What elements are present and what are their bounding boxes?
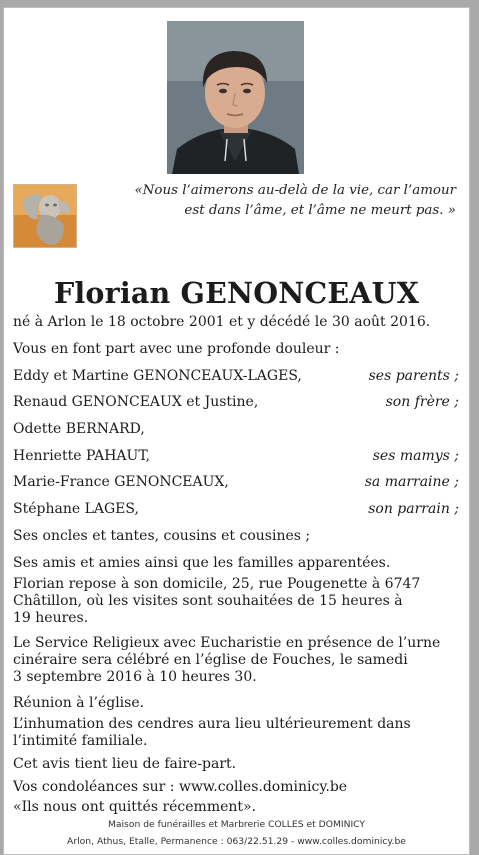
service-paragraph (13, 635, 459, 686)
notice-line: Cet avis tient lieu de faire-part. (13, 756, 237, 772)
recently-line: «Ils nous ont quittés récemment». (13, 799, 257, 815)
obituary-card (4, 8, 469, 854)
family-names: Renaud GENONCEAUX et Justine, (13, 394, 259, 410)
family-row (13, 446, 459, 466)
family-role: ses mamys ; (372, 448, 459, 464)
family-row (13, 366, 459, 386)
service-line: Le Service Religieux avec Eucharistie en présence de l’urne (13, 635, 441, 651)
family-role: son parrain ; (368, 501, 459, 517)
friends-line: Ses amis et amies ainsi que les familles apparentées. (13, 555, 391, 571)
inhumation-line: L’inhumation des cendres aura lieu ultérieurement dans (13, 716, 411, 732)
service-line: 3 septembre 2016 à 10 heures 30. (13, 669, 257, 685)
repose-line: Florian repose à son domicile, 25, rue Pougenette à 6747 (13, 576, 421, 592)
angel-illustration (14, 185, 76, 247)
family-row (13, 499, 459, 519)
inhumation-paragraph (13, 716, 459, 750)
memorial-quote (116, 181, 456, 221)
uncles-line: Ses oncles et tantes, cousins et cousines ; (13, 528, 311, 544)
angel-statue-image (13, 184, 77, 248)
condolences-line: Vos condoléances sur : www.colles.dominicy.be (13, 779, 348, 795)
inhumation-line: l’intimité familiale. (13, 733, 148, 749)
announcement-line: Vous en font part avec une profonde douleur : (13, 341, 340, 357)
family-row (13, 472, 459, 492)
family-names: Eddy et Martine GENONCEAUX-LAGES, (13, 368, 302, 384)
birth-death-line: né à Arlon le 18 octobre 2001 et y décédé le 30 août 2016. (13, 314, 431, 330)
family-names: Marie-France GENONCEAUX, (13, 474, 229, 490)
family-names: Henriette PAHAUT, (13, 448, 151, 464)
family-role: ses parents ; (368, 368, 459, 384)
quote-line: «Nous l’aimerons au-delà de la vie, car l’amour (134, 183, 456, 198)
family-row (13, 419, 459, 439)
portrait-illustration (167, 21, 304, 174)
service-line: cinéraire sera célébré en l’église de Fouches, le samedi (13, 652, 408, 668)
family-role: son frère ; (385, 394, 459, 410)
portrait-photo (167, 21, 304, 174)
reunion-line: Réunion à l’église. (13, 695, 145, 711)
repose-line: Châtillon, où les visites sont souhaitées de 15 heures à (13, 593, 403, 609)
quote-line: est dans l’âme, et l’âme ne meurt pas. » (184, 203, 456, 218)
family-names: Stéphane LAGES, (13, 501, 139, 517)
family-row (13, 392, 459, 412)
repose-paragraph (13, 576, 459, 627)
deceased-name: Florian GENONCEAUX (53, 276, 420, 310)
family-role: sa marraine ; (364, 474, 459, 490)
family-names: Odette BERNARD, (13, 421, 145, 437)
funeral-home-name: Maison de funérailles et Marbrerie COLLES et DOMINICY (107, 819, 366, 830)
funeral-home-contact: Arlon, Athus, Etalle, Permanence : 063/22.51.29 - www.colles.dominicy.be (67, 836, 406, 847)
repose-line: 19 heures. (13, 610, 89, 626)
